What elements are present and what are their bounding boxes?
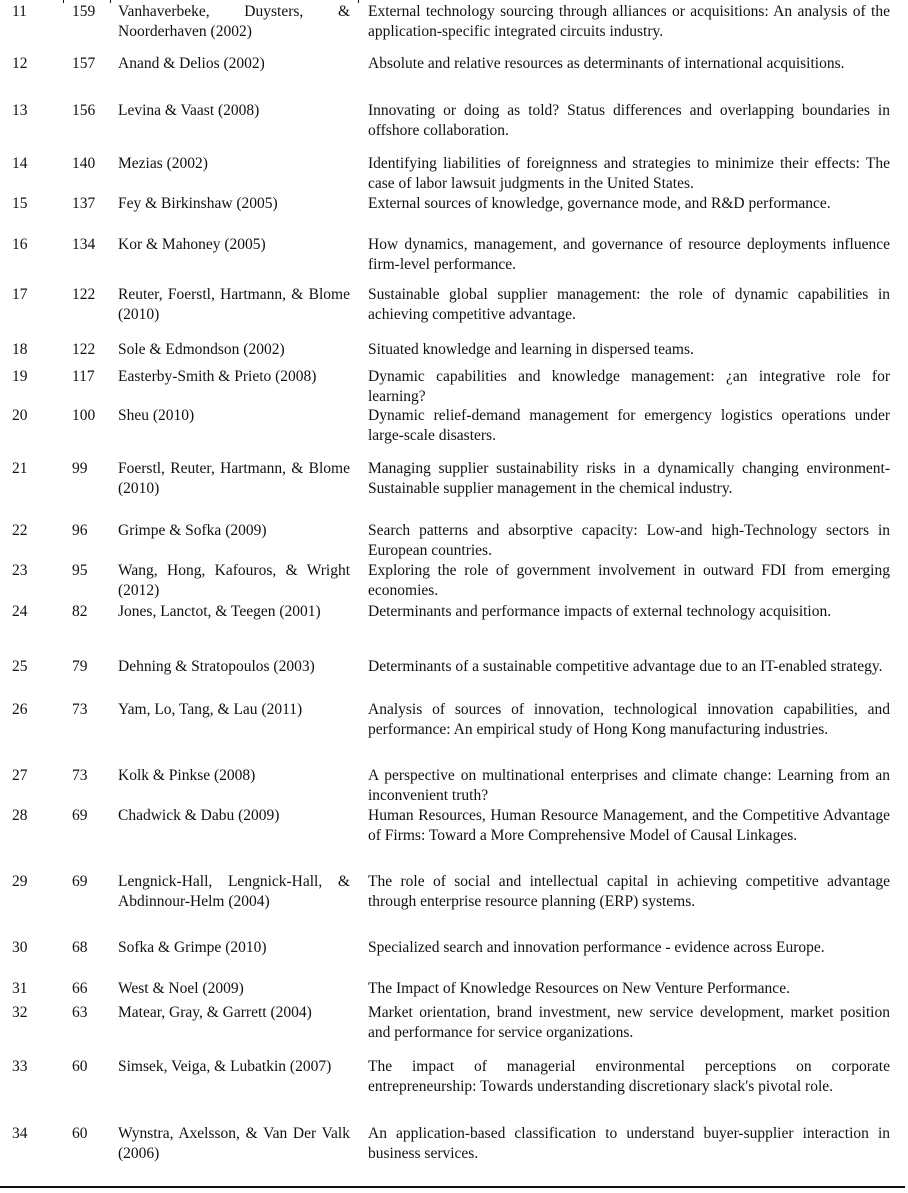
title-cell: External sources of knowledge, governance mode, and R&D performance. (368, 195, 831, 212)
authors-cell: Lengnick-Hall, Lengnick-Hall, & Abdinnour-Helm (2004) (118, 873, 350, 910)
citations-cell: 69 (72, 807, 88, 824)
authors-cell: Fey & Birkinshaw (2005) (118, 195, 278, 212)
citations-cell: 134 (72, 236, 96, 253)
rank-cell: 24 (12, 603, 28, 620)
title-cell: Market orientation, brand investment, new service development, market position and performance for service organizations. (368, 1004, 890, 1041)
authors-cell: Sheu (2010) (118, 407, 195, 424)
citations-cell: 159 (72, 3, 96, 20)
rank-cell: 30 (12, 939, 28, 956)
rank-cell: 28 (12, 807, 28, 824)
authors-cell: Foerstl, Reuter, Hartmann, & Blome (2010) (118, 460, 350, 497)
rank-cell: 19 (12, 368, 28, 385)
title-cell: Determinants and performance impacts of external technology acquisition. (368, 603, 832, 620)
authors-cell: Reuter, Foerstl, Hartmann, & Blome (2010) (118, 286, 350, 323)
authors-cell: Wang, Hong, Kafouros, & Wright (2012) (118, 562, 350, 599)
rank-cell: 23 (12, 562, 28, 579)
citations-cell: 68 (72, 939, 88, 956)
authors-cell: Yam, Lo, Tang, & Lau (2011) (118, 701, 303, 718)
rank-cell: 25 (12, 658, 28, 675)
authors-cell: Anand & Delios (2002) (118, 55, 265, 72)
title-cell: Innovating or doing as told? Status differences and overlapping boundaries in offshore collaboration. (368, 102, 890, 139)
title-cell: The impact of managerial environmental perceptions on corporate entrepreneurship: Towards understanding discretionary slack's pivotal role. (368, 1058, 890, 1095)
citations-cell: 140 (72, 155, 96, 172)
title-cell: External technology sourcing through alliances or acquisitions: An analysis of the application-specific integrated circuits industry. (368, 3, 890, 40)
rank-cell: 33 (12, 1058, 28, 1075)
citations-cell: 156 (72, 102, 96, 119)
authors-cell: Simsek, Veiga, & Lubatkin (2007) (118, 1058, 332, 1075)
citations-cell: 82 (72, 603, 88, 620)
citations-cell: 66 (72, 980, 88, 997)
title-cell: Identifying liabilities of foreignness and strategies to minimize their effects: The case of labor lawsuit judgments in the United States. (368, 155, 890, 192)
title-cell: Human Resources, Human Resource Management, and the Competitive Advantage of Firms: Toward a More Comprehensive Model of Causal Linkages. (368, 807, 890, 844)
citations-cell: 79 (72, 658, 88, 675)
rank-cell: 29 (12, 873, 28, 890)
rank-cell: 21 (12, 460, 28, 477)
title-cell: A perspective on multinational enterprises and climate change: Learning from an inconvenient truth? (368, 767, 890, 804)
column-tick (358, 0, 359, 3)
rank-cell: 34 (12, 1125, 28, 1142)
rank-cell: 27 (12, 767, 28, 784)
rank-cell: 18 (12, 341, 28, 358)
rank-cell: 22 (12, 522, 28, 539)
authors-cell: Matear, Gray, & Garrett (2004) (118, 1004, 312, 1021)
authors-cell: Kolk & Pinkse (2008) (118, 767, 256, 784)
rank-cell: 20 (12, 407, 28, 424)
title-cell: Absolute and relative resources as determinants of international acquisitions. (368, 55, 845, 72)
citations-cell: 122 (72, 286, 96, 303)
rank-cell: 12 (12, 55, 28, 72)
rank-cell: 14 (12, 155, 28, 172)
authors-cell: Kor & Mahoney (2005) (118, 236, 266, 253)
title-cell: Dynamic capabilities and knowledge management: ¿an integrative role for learning? (368, 368, 890, 405)
rank-cell: 13 (12, 102, 28, 119)
authors-cell: Grimpe & Sofka (2009) (118, 522, 267, 539)
citations-cell: 73 (72, 701, 88, 718)
title-cell: Dynamic relief-demand management for emergency logistics operations under large-scale disasters. (368, 407, 890, 444)
citations-cell: 63 (72, 1004, 88, 1021)
column-tick (63, 0, 64, 3)
citations-cell: 96 (72, 522, 88, 539)
rank-cell: 11 (12, 3, 27, 20)
title-cell: The Impact of Knowledge Resources on New Venture Performance. (368, 980, 790, 997)
title-cell: Search patterns and absorptive capacity: Low-and high-Technology sectors in European countries. (368, 522, 890, 559)
rank-cell: 15 (12, 195, 28, 212)
authors-cell: Levina & Vaast (2008) (118, 102, 260, 119)
citations-cell: 157 (72, 55, 96, 72)
authors-cell: Mezias (2002) (118, 155, 208, 172)
citations-cell: 73 (72, 767, 88, 784)
title-cell: Specialized search and innovation performance - evidence across Europe. (368, 939, 825, 956)
title-cell: Analysis of sources of innovation, technological innovation capabilities, and performance: An empirical study of Hong Kong manufacturing industries. (368, 701, 890, 738)
title-cell: An application-based classification to understand buyer-supplier interaction in business services. (368, 1125, 890, 1162)
citations-cell: 99 (72, 460, 88, 477)
citations-cell: 60 (72, 1125, 88, 1142)
title-cell: Managing supplier sustainability risks in a dynamically changing environment-Sustainable supplier management in the chemical industry. (368, 460, 890, 497)
citations-cell: 69 (72, 873, 88, 890)
rank-cell: 17 (12, 286, 28, 303)
authors-cell: Jones, Lanctot, & Teegen (2001) (118, 603, 321, 620)
citations-cell: 137 (72, 195, 96, 212)
rank-cell: 31 (12, 980, 28, 997)
authors-cell: Wynstra, Axelsson, & Van Der Valk (2006) (118, 1125, 350, 1162)
authors-cell: Chadwick & Dabu (2009) (118, 807, 280, 824)
authors-cell: West & Noel (2009) (118, 980, 244, 997)
authors-cell: Vanhaverbeke, Duysters, & Noorderhaven (2002) (118, 3, 350, 40)
authors-cell: Sofka & Grimpe (2010) (118, 939, 267, 956)
title-cell: Sustainable global supplier management: the role of dynamic capabilities in achieving competitive advantage. (368, 286, 890, 323)
title-cell: The role of social and intellectual capital in achieving competitive advantage through enterprise resource planning (ERP) systems. (368, 873, 890, 910)
rank-cell: 26 (12, 701, 28, 718)
rank-cell: 32 (12, 1004, 28, 1021)
title-cell: How dynamics, management, and governance of resource deployments influence firm-level performance. (368, 236, 890, 273)
title-cell: Determinants of a sustainable competitive advantage due to an IT-enabled strategy. (368, 658, 883, 675)
table-bottom-rule (0, 1186, 905, 1188)
authors-cell: Dehning & Stratopoulos (2003) (118, 658, 315, 675)
citations-cell: 60 (72, 1058, 88, 1075)
citations-cell: 122 (72, 341, 96, 358)
title-cell: Exploring the role of government involvement in outward FDI from emerging economies. (368, 562, 890, 599)
rank-cell: 16 (12, 236, 28, 253)
authors-cell: Sole & Edmondson (2002) (118, 341, 285, 358)
title-cell: Situated knowledge and learning in dispersed teams. (368, 341, 694, 358)
authors-cell: Easterby-Smith & Prieto (2008) (118, 368, 317, 385)
citations-cell: 100 (72, 407, 96, 424)
citations-cell: 95 (72, 562, 88, 579)
citations-cell: 117 (72, 368, 95, 385)
